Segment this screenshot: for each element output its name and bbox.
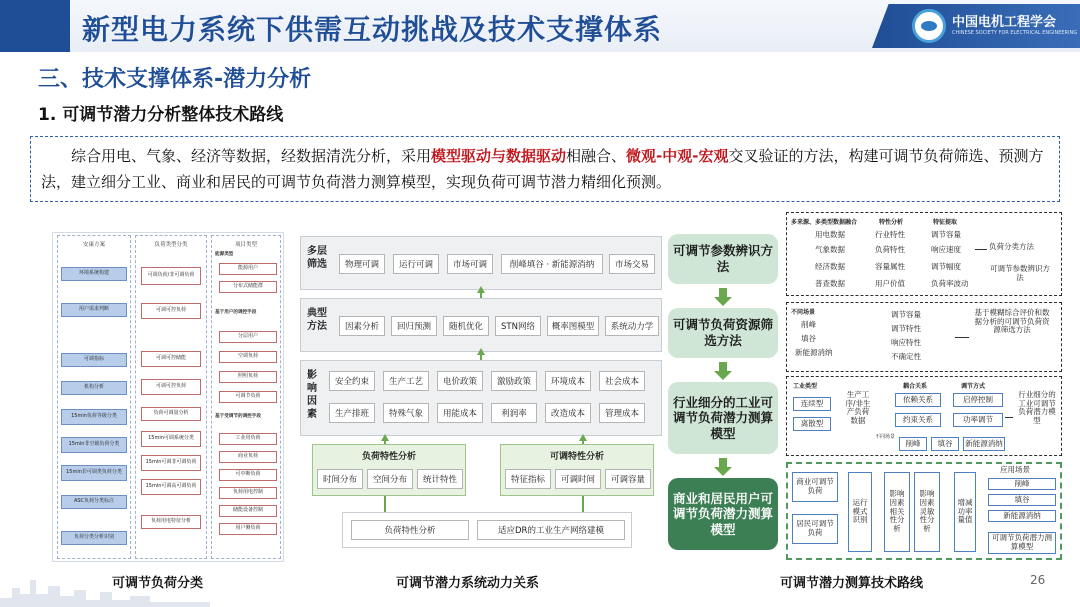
item-box: 照明负荷 [219, 371, 277, 383]
page-title: 新型电力系统下供需互动挑战及技术支撑体系 [82, 13, 663, 46]
page-number: 26 [1030, 573, 1046, 587]
row-modeling-base [342, 512, 632, 548]
chip: 回归预测 [391, 316, 437, 336]
group-head: 基于用户的调控手段 [215, 310, 257, 315]
chip: 因素分析 [339, 316, 385, 336]
route-box: 依赖关系 [895, 393, 941, 407]
route-cell: 行业细分的工业可调节负荷潜力模型 [1018, 390, 1056, 425]
caption-system-dynamics: 可调节潜力系统动力关系 [396, 576, 540, 591]
block-head: 多来源、多类型数据融合 [791, 219, 858, 226]
item-box: 用户侧负荷 [219, 523, 277, 535]
chip: 时间分布 [317, 469, 363, 489]
chip: 环境成本 [545, 371, 591, 391]
route-box: 新能源消纳 [988, 510, 1056, 522]
arrow-up-icon [477, 286, 485, 293]
route-cell: 调节特性 [891, 324, 921, 333]
arrow-down-icon [714, 458, 732, 476]
route-box: 削峰 [899, 437, 927, 451]
flow-box: 15min可调高可调负荷 [141, 479, 201, 495]
chip: 可调时间 [555, 469, 601, 489]
step-parameter-identification: 可调节参数辨识方法 [668, 234, 778, 284]
summary-highlight-1: 模型驱动与数据驱动 [431, 147, 567, 165]
route-block-industrial [786, 376, 1062, 456]
chip: 市场可调 [447, 254, 493, 274]
route-cell: 经济数据 [815, 262, 845, 271]
flow-box: 负荷分类分析识别 [61, 531, 127, 545]
chip: 概率图模型 [547, 316, 599, 336]
route-block-screening [786, 302, 1062, 372]
item-box: 可调节负荷 [219, 391, 277, 403]
flow-box: 用户需求判断 [61, 303, 127, 317]
item-box: 负荷用电控制 [219, 487, 277, 499]
chip: 系统动力学 [605, 316, 659, 336]
item-box: 商业负荷 [219, 451, 277, 463]
block-head: 工业类型 [793, 383, 818, 390]
skyline-decoration-icon [0, 570, 210, 607]
chip: 用能成本 [437, 403, 483, 423]
item-box: 分布式储能群 [219, 281, 277, 293]
panel-load-classification [52, 232, 284, 562]
flow-box: 可调可控负荷 [141, 303, 201, 319]
route-cell: 普查数据 [815, 279, 845, 288]
summary-text-3: 交叉验证的方法，构建可调节负荷筛选、预测方法，建立细分工业、商业和居民的可调节负荷潜力测算模型，实现负荷可调节潜力精细化预测。 [41, 147, 1044, 191]
route-cell: 调节容量 [891, 310, 921, 319]
chip: 管理成本 [599, 403, 645, 423]
route-box: 影响因素相关性分析 [884, 472, 910, 552]
block-head: 不同场景 [791, 309, 816, 316]
chip: 利润率 [491, 403, 537, 423]
arrow-up-icon [381, 434, 389, 441]
load-characteristic-box [312, 444, 466, 496]
chip: STN网络 [495, 316, 541, 336]
route-cell: 应用场景 [1000, 465, 1030, 474]
route-cell: 不同场景 [875, 434, 896, 440]
section-title: 三、技术支撑体系-潜力分析 [38, 67, 312, 92]
route-box: 增减功率量值 [954, 472, 976, 552]
step-resource-screening: 可调节负荷资源筛选方法 [668, 308, 778, 358]
route-box: 运行模式识别 [848, 472, 872, 552]
chip: 改造成本 [545, 403, 591, 423]
route-cell: 气象数据 [815, 245, 845, 254]
flow-box: 负荷用电特征分析 [141, 515, 201, 529]
row-multilayer-screening [300, 236, 662, 290]
chip: 削峰填谷 · 新能源消纳 [501, 254, 603, 274]
row-label: 影响因素 [307, 370, 317, 420]
panel-technical-route [786, 212, 1062, 562]
row-label: 多层筛选 [307, 246, 327, 270]
flow-box: 15min可调非可调负荷 [141, 455, 201, 471]
chip: 激励政策 [491, 371, 537, 391]
chip: 适应DR的工业生产网络建模 [477, 520, 625, 540]
route-cell: 可调节参数辨识方法 [990, 264, 1050, 282]
step-industrial-model: 行业细分的工业可调节负荷潜力测算模型 [668, 382, 778, 454]
route-cell: 调节容量 [931, 230, 961, 239]
summary-text-2: 相融合、 [566, 147, 627, 165]
route-box: 削峰 [988, 478, 1056, 490]
route-box: 离散型 [793, 417, 831, 431]
chip: 可调容量 [605, 469, 651, 489]
route-cell: 填谷 [801, 334, 816, 343]
route-cell: 用户价值 [875, 279, 905, 288]
route-cell: 响应速度 [931, 245, 961, 254]
arrow-up-icon [477, 348, 485, 355]
summary-box [30, 136, 1060, 202]
step-commercial-residential-model: 商业和居民用户可调节负荷潜力测算模型 [668, 478, 778, 550]
csee-logo-icon [912, 9, 946, 43]
route-box: 居民可调节负荷 [792, 514, 838, 544]
block-head: 调节方式 [961, 383, 986, 390]
block-head: 耦合关系 [903, 383, 928, 390]
item-box: 可中断负荷 [219, 469, 277, 481]
chip: 随机优化 [443, 316, 489, 336]
route-box: 启停控制 [953, 393, 1003, 407]
panel-system-dynamics [300, 226, 662, 556]
chip: 统计特性 [417, 469, 463, 489]
route-box: 填谷 [988, 494, 1056, 506]
flow-box: 15min非可调类负荷分类 [61, 465, 127, 481]
route-box: 填谷 [931, 437, 959, 451]
arrow-up-icon [579, 434, 587, 441]
route-cell: 削峰 [801, 320, 816, 329]
route-box: 连续型 [793, 397, 831, 411]
chip: 空间分布 [367, 469, 413, 489]
route-box: 新能源消纳 [963, 437, 1005, 451]
route-cell: 用电数据 [815, 230, 845, 239]
caption-load-classification: 可调节负荷分类 [112, 576, 204, 591]
flow-column-1 [57, 235, 131, 559]
caption-technical-route: 可调节潜力测算技术路线 [780, 576, 924, 591]
item-box: 能源用户 [219, 263, 277, 275]
sub-title: 1. 可调节潜力分析整体技术路线 [38, 105, 284, 125]
arrow-down-icon [714, 288, 732, 306]
route-cell: 调节幅度 [931, 262, 961, 271]
logo-name-cn: 中国电机工程学会 [952, 15, 1057, 30]
flow-box: 15min负荷等级分类 [61, 409, 127, 425]
route-cell: 生产工序/非生产负荷数据 [845, 390, 871, 425]
box-title: 可调特性分析 [549, 452, 604, 462]
route-cell: 响应特性 [891, 338, 921, 347]
block-head: 特性分析 [879, 219, 904, 226]
chip: 电价政策 [437, 371, 483, 391]
flow-box: 环境系统构建 [61, 267, 127, 281]
flow-box: 机构分析 [61, 381, 127, 395]
route-cell: 容量属性 [875, 262, 905, 271]
item-box: 分层用户 [219, 331, 277, 343]
group-head: 能源类型 [215, 252, 234, 257]
flow-box: 可调可控负荷 [141, 379, 201, 395]
logo-name-en: CHINESE SOCIETY FOR ELECTRICAL ENGINEERING [952, 30, 1078, 36]
row-influence-factors [300, 360, 662, 436]
route-block-data-fusion [786, 212, 1062, 296]
arrow-down-icon [714, 362, 732, 380]
chip: 社会成本 [599, 371, 645, 391]
chip: 安全约束 [329, 371, 375, 391]
chip: 生产工艺 [383, 371, 429, 391]
route-cell: 不确定性 [891, 352, 921, 361]
chip: 生产排班 [329, 403, 375, 423]
chip: 特殊气象 [383, 403, 429, 423]
box-title: 负荷特性分析 [361, 452, 416, 462]
column-head: 负荷类型分类 [154, 242, 188, 248]
adjustable-characteristic-box [500, 444, 654, 496]
column-head: 安康方案 [82, 242, 105, 248]
block-head: 特征提取 [933, 219, 958, 226]
row-typical-methods [300, 298, 662, 352]
route-cell: 负荷特性 [875, 245, 905, 254]
route-box: 功率调节 [953, 413, 1003, 427]
route-box: 约束关系 [895, 413, 941, 427]
route-cell: 基于模糊综合评价和数据分析的可调节负荷资源筛选方法 [974, 308, 1050, 335]
route-box: 影响因素灵敏性分析 [914, 472, 940, 552]
flow-box: ASC负荷分类标注 [61, 495, 127, 509]
flow-box: 15min可调系统分类 [141, 431, 201, 447]
route-cell: 行业特性 [875, 230, 905, 239]
route-block-commercial [786, 462, 1062, 560]
route-box: 可调节负荷潜力测算模型 [988, 532, 1056, 554]
item-box: 储能设备控制 [219, 505, 277, 517]
panel-method-steps [668, 226, 778, 556]
chip: 物理可调 [339, 254, 385, 274]
column-head: 项目类型 [234, 242, 257, 248]
route-box: 商业可调节负荷 [792, 472, 838, 502]
row-label: 典型方法 [307, 308, 327, 332]
flow-box: 可调可控储能 [141, 351, 201, 367]
flow-box: 负荷可调量分析 [141, 407, 201, 421]
summary-text-1: 综合用电、气象、经济等数据，经数据清洗分析，采用 [71, 147, 432, 165]
route-cell: 新能源消纳 [795, 348, 833, 357]
group-head: 基于受调节的调控手段 [215, 414, 261, 419]
flow-box: 可调负荷/非可调负荷 [141, 267, 201, 285]
flow-box: 15min非空载负荷分类 [61, 437, 127, 453]
summary-highlight-2: 微观-中观-宏观 [626, 147, 729, 165]
item-box: 空调负荷 [219, 351, 277, 363]
route-cell: 负荷率波动 [931, 279, 969, 288]
chip: 特征指标 [505, 469, 551, 489]
item-box: 工业用负荷 [219, 433, 277, 445]
chip: 市场交易 [609, 254, 655, 274]
chip: 运行可调 [393, 254, 439, 274]
route-cell: 负荷分类方法 [989, 242, 1034, 251]
flow-box: 可调指标 [61, 353, 127, 367]
header-accent [0, 0, 70, 52]
chip: 负荷特性分析 [351, 520, 469, 540]
